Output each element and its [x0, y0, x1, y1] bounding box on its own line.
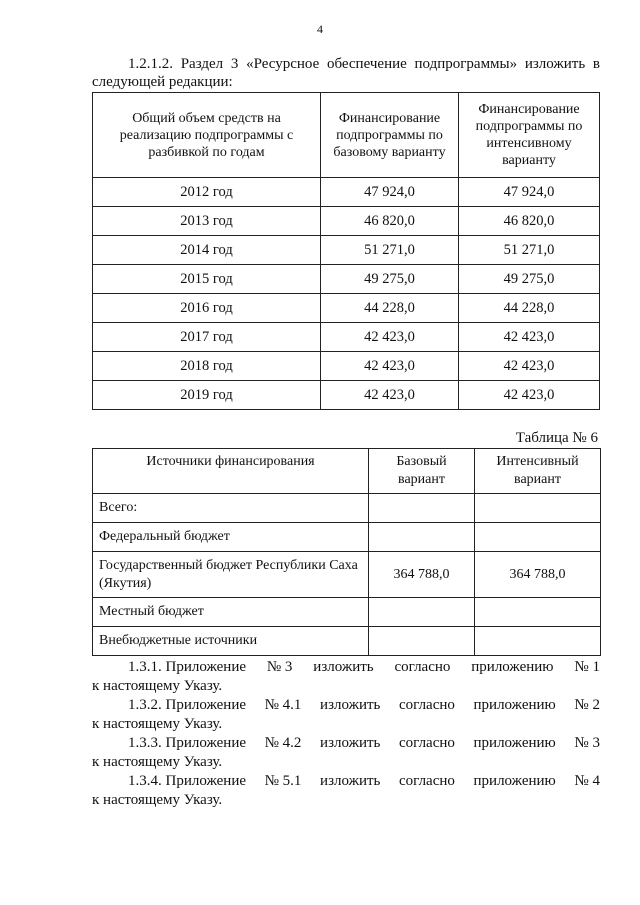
paragraph — [92, 696, 600, 734]
column-header: Финансирование подпрограммы по базовому варианту — [321, 93, 459, 178]
table-cell: Федеральный бюджет — [93, 523, 369, 552]
paragraph-word: согласно — [394, 659, 451, 675]
paragraph-word: № 3 — [266, 659, 293, 675]
table-row — [93, 523, 601, 552]
table-row — [93, 381, 600, 410]
table-cell: Местный бюджет — [93, 598, 369, 627]
paragraph-line-2: к настоящему Указу. — [92, 792, 223, 808]
amendment-paragraphs — [92, 658, 600, 810]
paragraph-word: изложить — [320, 697, 381, 713]
table-cell: Всего: — [93, 494, 369, 523]
table-row — [93, 207, 600, 236]
paragraph-word: изложить — [320, 773, 381, 789]
paragraph — [92, 772, 600, 810]
table-cell — [369, 523, 475, 552]
table-cell — [369, 494, 475, 523]
table-cell: 44 228,0 — [459, 294, 600, 323]
paragraph-line-2: к настоящему Указу. — [92, 678, 223, 694]
table-row — [93, 294, 600, 323]
funding-sources-table — [92, 448, 601, 656]
table-cell: 47 924,0 — [459, 178, 600, 207]
intro-paragraph — [92, 55, 600, 91]
table-cell: 49 275,0 — [459, 265, 600, 294]
table-cell: Государственный бюджет Республики Саха (Якутия) — [93, 552, 369, 598]
paragraph-line-2: к настоящему Указу. — [92, 716, 223, 732]
paragraph-word: изложить — [313, 659, 374, 675]
paragraph-word: приложению — [471, 659, 554, 675]
table-cell: 46 820,0 — [459, 207, 600, 236]
table-row — [93, 552, 601, 598]
column-header: Интенсивный вариант — [475, 449, 601, 494]
table-cell: 2015 год — [93, 265, 321, 294]
table-cell: 42 423,0 — [321, 381, 459, 410]
table-cell — [475, 598, 601, 627]
table-row — [93, 494, 601, 523]
table-header-row — [93, 449, 601, 494]
table-cell: 2017 год — [93, 323, 321, 352]
paragraph-word: № 4 — [574, 773, 600, 789]
table-cell: 42 423,0 — [459, 381, 600, 410]
table-cell: 2018 год — [93, 352, 321, 381]
table-cell: 51 271,0 — [321, 236, 459, 265]
paragraph-line-2: к настоящему Указу. — [92, 754, 223, 770]
table-cell: 49 275,0 — [321, 265, 459, 294]
page-number: 4 — [317, 22, 323, 36]
table-cell: 42 423,0 — [321, 352, 459, 381]
table-row — [93, 627, 601, 656]
table-cell — [369, 598, 475, 627]
paragraph-word: согласно — [399, 735, 455, 751]
table-header-row — [93, 93, 600, 178]
table-row — [93, 265, 600, 294]
intro-line-1: 1.2.1.2. Раздел 3 «Ресурсное обеспечение подпрограммы» изложить в — [128, 56, 600, 72]
table-cell: 364 788,0 — [369, 552, 475, 598]
table-cell: 51 271,0 — [459, 236, 600, 265]
intro-line-2: следующей редакции: — [92, 74, 233, 90]
column-header: Источники финансирования — [93, 449, 369, 494]
column-header: Базовый вариант — [369, 449, 475, 494]
paragraph — [92, 658, 600, 696]
paragraph-word: 1.3.2. Приложение — [128, 697, 247, 713]
table-cell: 42 423,0 — [459, 323, 600, 352]
column-header: Финансирование подпрограммы по интенсивному варианту — [459, 93, 600, 178]
paragraph-word: 1.3.4. Приложение — [128, 773, 247, 789]
paragraph-word: согласно — [399, 697, 455, 713]
funding-by-year-table — [92, 92, 600, 410]
paragraph-word: 1.3.1. Приложение — [128, 659, 247, 675]
paragraph-word: приложению — [473, 773, 556, 789]
paragraph — [92, 734, 600, 772]
table-row — [93, 178, 600, 207]
paragraph-word: приложению — [473, 735, 556, 751]
table-cell — [475, 494, 601, 523]
table-cell: 42 423,0 — [321, 323, 459, 352]
table-caption: Таблица № 6 — [515, 430, 598, 446]
paragraph-word: № 4.2 — [264, 735, 302, 751]
paragraph-word: № 2 — [574, 697, 600, 713]
table-cell: 2012 год — [93, 178, 321, 207]
table-cell — [369, 627, 475, 656]
paragraph-word: № 5.1 — [264, 773, 302, 789]
table-row — [93, 236, 600, 265]
paragraph-word: 1.3.3. Приложение — [128, 735, 247, 751]
table-cell: 2016 год — [93, 294, 321, 323]
table-row — [93, 598, 601, 627]
table-cell: 2014 год — [93, 236, 321, 265]
column-header: Общий объем средств на реализацию подпрограммы с разбивкой по годам — [93, 93, 321, 178]
table-cell: 47 924,0 — [321, 178, 459, 207]
paragraph-word: приложению — [473, 697, 556, 713]
table-cell: 2013 год — [93, 207, 321, 236]
table-cell: Внебюджетные источники — [93, 627, 369, 656]
table-row — [93, 352, 600, 381]
table-cell: 44 228,0 — [321, 294, 459, 323]
paragraph-word: № 1 — [574, 659, 600, 675]
table-row — [93, 323, 600, 352]
table-cell: 2019 год — [93, 381, 321, 410]
table-cell — [475, 627, 601, 656]
paragraph-word: № 3 — [574, 735, 600, 751]
paragraph-word: изложить — [320, 735, 381, 751]
table-cell: 46 820,0 — [321, 207, 459, 236]
paragraph-word: согласно — [399, 773, 455, 789]
table-cell: 42 423,0 — [459, 352, 600, 381]
table-cell: 364 788,0 — [475, 552, 601, 598]
table-cell — [475, 523, 601, 552]
paragraph-word: № 4.1 — [264, 697, 302, 713]
